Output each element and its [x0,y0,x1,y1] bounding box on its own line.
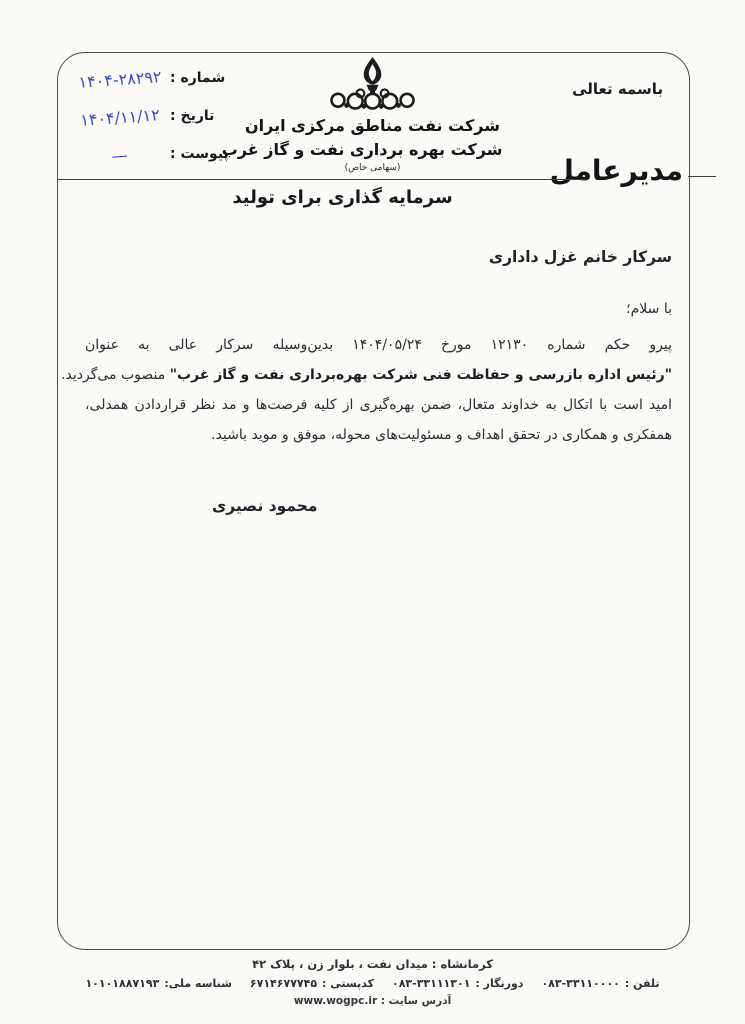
company-parent-name: شرکت نفت مناطق مرکزی ایران [245,116,500,135]
date-label: تاریخ : [170,108,215,124]
footer-website [0,995,745,1007]
postal-code-label: کدپستی : [322,977,374,990]
national-id-label: شناسه ملی: [164,977,232,990]
bismillah-text: باسمه تعالی [572,80,663,98]
body-line-3: امید است با اتکال به خداوند متعال، ضمن بهره‌گیری از کلیه فرصت‌ها و مد نظر قراردادن همدلی، [85,397,672,413]
footer-postal-address: کرمانشاه : میدان نفت ، بلوار زن ، پلاک ۴۲ [252,957,493,971]
fax-value: ۰۸۳-۳۳۱۱۱۳۰۱ [391,977,471,990]
company-name: شرکت بهره برداری نفت و گاز غرب [221,140,503,159]
footer-phone [541,977,659,990]
attachment-value-handwritten: — [110,145,130,166]
addressee-name: سرکار خانم غزل داداری [488,248,672,266]
phone-value: ۰۸۳-۳۳۱۱۰۰۰۰ [541,977,620,990]
header-divider [57,179,585,180]
website-url: www.wogpc.ir [293,995,378,1007]
signatory-name: محمود نصیری [212,497,318,515]
recipient-role-title: مدیرعامل [549,154,683,187]
footer-national-id [85,977,231,990]
footer-contact-line [0,977,745,990]
company-slogan: سرمایه گذاری برای تولید [232,187,453,208]
body-line-2 [61,360,672,390]
body-line1-post: بدین‌وسیله سرکار عالی به عنوان [85,337,334,353]
letter-body-paragraph [61,330,672,450]
fax-label: دورنگار : [475,977,524,990]
company-type: (سهامی خاص) [344,163,401,173]
footer-postal-code [250,977,374,990]
body-line1-pre: پیرو حکم شماره ۱۲۱۳۰ مورخ [440,337,672,353]
footer-fax [392,977,523,990]
postal-code-value: ۶۷۱۴۶۷۷۷۴۵ [249,977,318,990]
nioc-flame-logo-icon [325,56,420,110]
body-line2-rest: منصوب می‌گردید. [61,367,166,383]
letterhead-center [221,56,503,173]
date-value-handwritten: ۱۴۰۴/۱۱/۱۲ [79,105,161,130]
date-field [62,105,234,146]
phone-label: تلفن : [624,977,660,990]
decree-date: ۱۴۰۴/۰۵/۲۴ [352,337,422,353]
body-line-1 [85,330,672,360]
national-id-value: ۱۰۱۰۱۸۸۷۱۹۳ [85,977,160,990]
appointment-title-bold: "رئیس اداره بازرسی و حفاظت فنی شرکت بهره‌برداری نفت و گاز غرب" [169,367,672,383]
header-divider-right-segment [688,176,716,177]
number-field [62,67,234,108]
body-line-4: همفکری و همکاری در تحقق اهداف و مسئولیت‌های محوله، موفق و موید باشید. [211,427,672,443]
number-value-handwritten: ۱۴۰۴-۲۸۲۹۲ [77,67,163,92]
number-label: شماره : [170,70,226,86]
reference-fields [62,67,234,184]
salutation: با سلام؛ [626,301,672,317]
attachment-label: پیوست : [170,146,229,162]
website-label: آدرس سایت : [380,995,452,1007]
